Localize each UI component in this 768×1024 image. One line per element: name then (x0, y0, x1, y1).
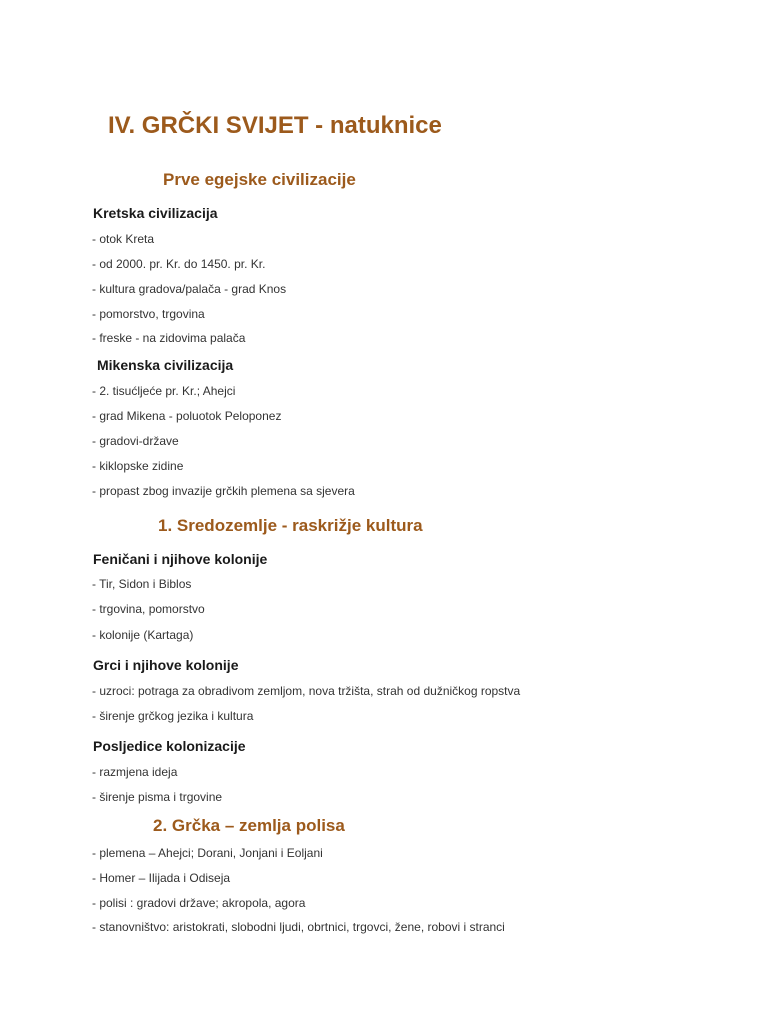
list-item: - pomorstvo, trgovina (92, 307, 205, 321)
list-item: - širenje grčkog jezika i kultura (92, 709, 254, 723)
list-item: - Homer – Ilijada i Odiseja (92, 871, 231, 885)
list-item: - freske - na zidovima palača (92, 331, 246, 345)
list-item: - od 2000. pr. Kr. do 1450. pr. Kr. (92, 257, 266, 271)
list-item: - grad Mikena - poluotok Peloponez (92, 409, 282, 423)
heading-mediterranean: 1. Sredozemlje - raskrižje kultura (158, 516, 423, 535)
heading-aegean-civilizations: Prve egejske civilizacije (163, 170, 356, 189)
heading-colonization-consequences: Posljedice kolonizacije (93, 738, 246, 754)
list-item: - kultura gradova/palača - grad Knos (92, 282, 287, 296)
heading-mycenaean-civilization: Mikenska civilizacija (97, 357, 234, 373)
page-title: IV. GRČKI SVIJET - natuknice (108, 112, 442, 139)
list-item: - uzroci: potraga za obradivom zemljom, nova tržišta, strah od dužničkog ropstva (92, 684, 521, 698)
list-item: - polisi : gradovi države; akropola, agora (92, 896, 306, 910)
list-item: - propast zbog invazije grčkih plemena sa sjevera (92, 484, 355, 498)
list-item: - plemena – Ahejci; Dorani, Jonjani i Eoljani (92, 846, 323, 860)
list-item: - kolonije (Kartaga) (92, 628, 194, 642)
list-item: - 2. tisućljeće pr. Kr.; Ahejci (92, 384, 236, 398)
list-item: - kiklopske zidine (92, 459, 184, 473)
heading-cretan-civilization: Kretska civilizacija (93, 205, 218, 221)
list-item: - širenje pisma i trgovine (92, 790, 223, 804)
list-item: - gradovi-države (92, 434, 179, 448)
heading-greek-colonies: Grci i njihove kolonije (93, 657, 239, 673)
list-item: - stanovništvo: aristokrati, slobodni ljudi, obrtnici, trgovci, žene, robovi i stranci (92, 920, 505, 934)
heading-polis: 2. Grčka – zemlja polisa (153, 816, 345, 835)
list-item: - Tir, Sidon i Biblos (92, 577, 192, 591)
list-item: - trgovina, pomorstvo (92, 602, 205, 616)
heading-phoenicians: Feničani i njihove kolonije (93, 551, 268, 567)
list-item: - razmjena ideja (92, 765, 178, 779)
list-item: - otok Kreta (92, 232, 155, 246)
